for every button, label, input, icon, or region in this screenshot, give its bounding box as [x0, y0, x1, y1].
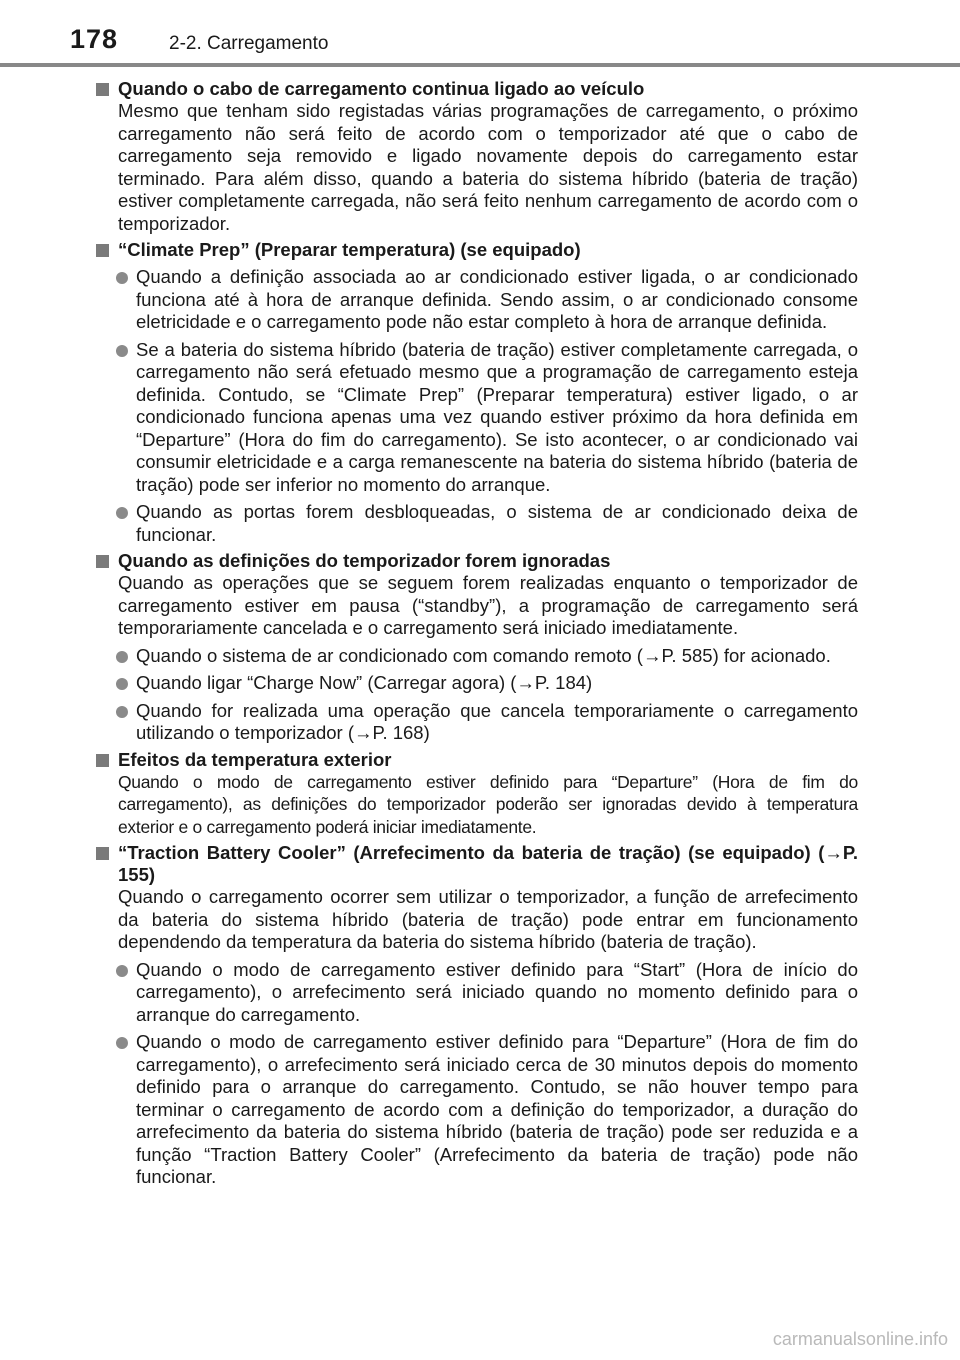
square-bullet-icon [96, 244, 109, 257]
round-bullet-icon [116, 345, 128, 357]
section-outside-temperature [96, 749, 858, 839]
bullet-item: Quando o modo de carregamento estiver definido para “Start” (Hora de início do carregamento), o arrefecimento será iniciado quando no momento definido para o arranque do carregamento. [96, 959, 858, 1027]
paragraph: Quando o carregamento ocorrer sem utilizar o temporizador, a função de arrefecimento da bateria do sistema híbrido (bateria de tração) pode entrar em funcionamento dependendo da temperatura da bateria do sistema híbrido (bateria de tração). [118, 886, 858, 952]
bullet-item: Quando o sistema de ar condicionado com comando remoto (→P. 585) for acionado. [96, 645, 858, 668]
section-climate-prep [96, 239, 858, 546]
paragraph: Mesmo que tenham sido registadas várias programações de carregamento, o próximo carregamento não será feito de acordo com o temporizador até que o cabo de carregamento seja removido e ligado novamente depois do carregamento estar terminado. Para além disso, quando a bateria do sistema híbrido (bateria de tração) estiver completamente carregada, não será feito nenhum carregamento de acordo com o temporizador. [118, 100, 858, 234]
page-number: 178 [70, 24, 119, 54]
section-battery-cooler [96, 842, 858, 1189]
square-bullet-icon [96, 83, 109, 96]
bullet-item: Quando as portas forem desbloqueadas, o sistema de ar condicionado deixa de funcionar. [96, 501, 858, 546]
page-content [96, 78, 858, 1193]
section-timer-ignored [96, 550, 858, 745]
section-title: 2-2. Carregamento [169, 33, 329, 54]
square-bullet-icon [96, 555, 109, 568]
round-bullet-icon [116, 651, 128, 663]
section-heading: “Climate Prep” (Preparar temperatura) (se equipado) [96, 239, 858, 261]
bullet-item: Quando ligar “Charge Now” (Carregar agora) (→P. 184) [96, 672, 858, 695]
section-heading: “Traction Battery Cooler” (Arrefecimento da bateria de tração) (se equipado) (→P. 155) [96, 842, 858, 886]
bullet-item: Quando for realizada uma operação que cancela temporariamente o carregamento utilizando o temporizador (→P. 168) [96, 700, 858, 745]
section-heading: Efeitos da temperatura exterior [96, 749, 858, 771]
round-bullet-icon [116, 507, 128, 519]
square-bullet-icon [96, 754, 109, 767]
square-bullet-icon [96, 847, 109, 860]
round-bullet-icon [116, 1037, 128, 1049]
round-bullet-icon [116, 706, 128, 718]
round-bullet-icon [116, 272, 128, 284]
bullet-item: Se a bateria do sistema híbrido (bateria de tração) estiver completamente carregada, o carregamento não será efetuado mesmo que a programação de carregamento esteja definida. Contudo, se “Climate Prep” (Preparar temperatura) estiver ligado, o ar condicionado funciona apenas uma vez quando estiver próximo da hora definida em “Departure” (Hora do fim do carregamento). Se isto acontecer, o ar condicionado vai consumir eletricidade e a carga remanescente na bateria do sistema híbrido (bateria de tração) pode ser inferior no momento do arranque. [96, 339, 858, 497]
bullet-item: Quando a definição associada ao ar condicionado estiver ligada, o ar condicionado funciona até à hora de arranque definida. Sendo assim, o ar condicionado consome eletricidade e o carregamento pode não estar completo à hora de arranque definida. [96, 266, 858, 334]
section-cable-connected [96, 78, 858, 235]
page-header [0, 0, 960, 68]
header-rule [0, 63, 960, 67]
watermark: carmanualsonline.info [772, 1329, 948, 1349]
bullet-item: Quando o modo de carregamento estiver definido para “Departure” (Hora de fim do carregamento), o arrefecimento será iniciado cerca de 30 minutos depois do momento definido para o arranque do carregamento. Contudo, se não houver tempo para terminar o carregamento de acordo com a definição do temporizador, a duração do arrefecimento da bateria do sistema híbrido (bateria de tração) pode ser reduzida e a função “Traction Battery Cooler” (Arrefecimento da bateria de tração) pode não funcionar. [96, 1031, 858, 1189]
round-bullet-icon [116, 965, 128, 977]
section-heading: Quando o cabo de carregamento continua ligado ao veículo [96, 78, 858, 100]
round-bullet-icon [116, 678, 128, 690]
paragraph: Quando o modo de carregamento estiver definido para “Departure” (Hora de fim do carregamento), as definições do temporizador poderão ser ignoradas devido à temperatura exterior e o carregamento poderá iniciar imediatamente. [118, 771, 858, 837]
section-heading: Quando as definições do temporizador forem ignoradas [96, 550, 858, 572]
paragraph: Quando as operações que se seguem forem realizadas enquanto o temporizador de carregamento estiver em pausa (“standby”), a programação de carregamento será temporariamente cancelada e o carregamento será iniciado imediatamente. [118, 572, 858, 638]
